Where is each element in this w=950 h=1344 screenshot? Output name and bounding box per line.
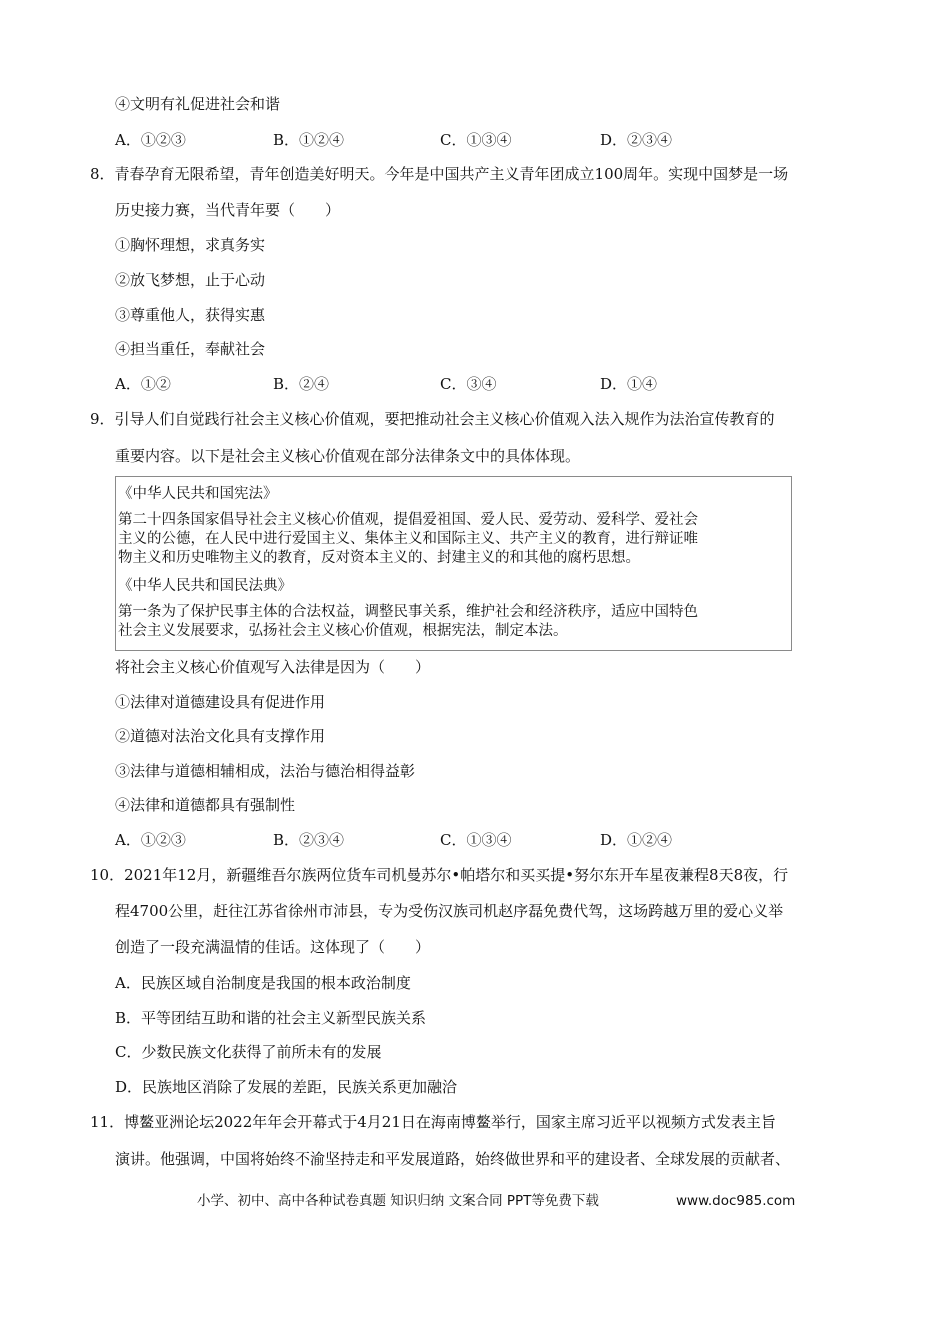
q7-option-b: B．①②④: [273, 131, 345, 149]
q9-stem-line2: 重要内容。以下是社会主义核心价值观在部分法律条文中的具体体现。: [115, 447, 581, 465]
q8-item-4: ④担当重任，奉献社会: [115, 340, 266, 358]
constitution-text-line3: 物主义和历史唯物主义的教育，反对资本主义的、封建主义的和其他的腐朽思想。: [118, 550, 640, 566]
q11-stem-line1: 11．博鳌亚洲论坛2022年年会开幕式于4月21日在海南博鳌举行，国家主席习近平以视频方式发表主旨: [90, 1113, 776, 1131]
constitution-text-line2: 主义的公德，在人民中进行爱国主义、集体主义和国际主义、共产主义的教育，进行辩证唯: [118, 531, 698, 547]
constitution-text-line1: 第二十四条国家倡导社会主义核心价值观，提倡爱祖国、爱人民、爱劳动、爱科学、爱社会: [118, 512, 698, 528]
q10-stem-line2: 程4700公里，赶往江苏省徐州市沛县，专为受伤汉族司机赵序磊免费代驾，这场跨越万里的爱心义举: [115, 902, 784, 920]
q8-item-1: ①胸怀理想，求真务实: [115, 236, 266, 254]
q8-stem-line2: 历史接力赛，当代青年要（ ）: [115, 201, 341, 219]
q7-option-a: A．①②③: [115, 131, 186, 149]
q8-option-c: C．③④: [440, 375, 497, 393]
q9-item-2: ②道德对法治文化具有支撑作用: [115, 727, 326, 745]
q8-option-d: D．①④: [600, 375, 658, 393]
q10-option-b: B．平等团结互助和谐的社会主义新型民族关系: [115, 1009, 427, 1027]
q8-option-b: B．②④: [273, 375, 330, 393]
q8-item-2: ②放飞梦想，止于心动: [115, 271, 266, 289]
q9-item-4: ④法律和道德都具有强制性: [115, 796, 296, 814]
q7-option-c: C．①③④: [440, 131, 512, 149]
civil-code-text-line1: 第一条为了保护民事主体的合法权益，调整民事关系，维护社会和经济秩序，适应中国特色: [118, 604, 698, 620]
constitution-title: 《中华人民共和国宪法》: [118, 486, 278, 502]
q9-item-1: ①法律对道德建设具有促进作用: [115, 693, 326, 711]
civil-code-text-line2: 社会主义发展要求，弘扬社会主义核心价值观，根据宪法，制定本法。: [118, 623, 568, 639]
q8-item-3: ③尊重他人，获得实惠: [115, 306, 266, 324]
q10-option-c: C．少数民族文化获得了前所未有的发展: [115, 1043, 382, 1061]
q7-option-d: D．②③④: [600, 131, 673, 149]
q9-option-c: C．①③④: [440, 831, 512, 849]
q9-option-d: D．①②④: [600, 831, 673, 849]
civil-code-title: 《中华人民共和国民法典》: [118, 578, 292, 594]
q10-option-a: A．民族区域自治制度是我国的根本政治制度: [115, 974, 411, 992]
footer-text: 小学、初中、高中各种试卷真题 知识归纳 文案合同 PPT等免费下载: [197, 1193, 599, 1209]
q9-option-a: A．①②③: [115, 831, 186, 849]
q7-item-4: ④文明有礼促进社会和谐: [115, 95, 281, 113]
q9-option-b: B．②③④: [273, 831, 345, 849]
q9-question: 将社会主义核心价值观写入法律是因为（ ）: [115, 658, 431, 676]
q8-stem-line1: 8．青春孕育无限希望，青年创造美好明天。今年是中国共产主义青年团成立100周年。实现中国梦是一场: [90, 165, 789, 183]
q9-item-3: ③法律与道德相辅相成，法治与德治相得益彰: [115, 762, 416, 780]
q11-stem-line2: 演讲。他强调，中国将始终不渝坚持走和平发展道路，始终做世界和平的建设者、全球发展的贡献者、: [115, 1150, 791, 1168]
footer-url[interactable]: www.doc985.com: [676, 1193, 796, 1209]
q10-stem-line3: 创造了一段充满温情的佳话。这体现了（ ）: [115, 938, 431, 956]
q10-option-d: D．民族地区消除了发展的差距，民族关系更加融洽: [115, 1078, 458, 1096]
q8-option-a: A．①②: [115, 375, 171, 393]
q9-stem-line1: 9．引导人们自觉践行社会主义核心价值观，要把推动社会主义核心价值观入法入规作为法治宣传教育的: [90, 410, 775, 428]
q10-stem-line1: 10．2021年12月，新疆维吾尔族两位货车司机曼苏尔•帕塔尔和买买提•努尔东开车星夜兼程8天8夜，行: [90, 866, 789, 884]
